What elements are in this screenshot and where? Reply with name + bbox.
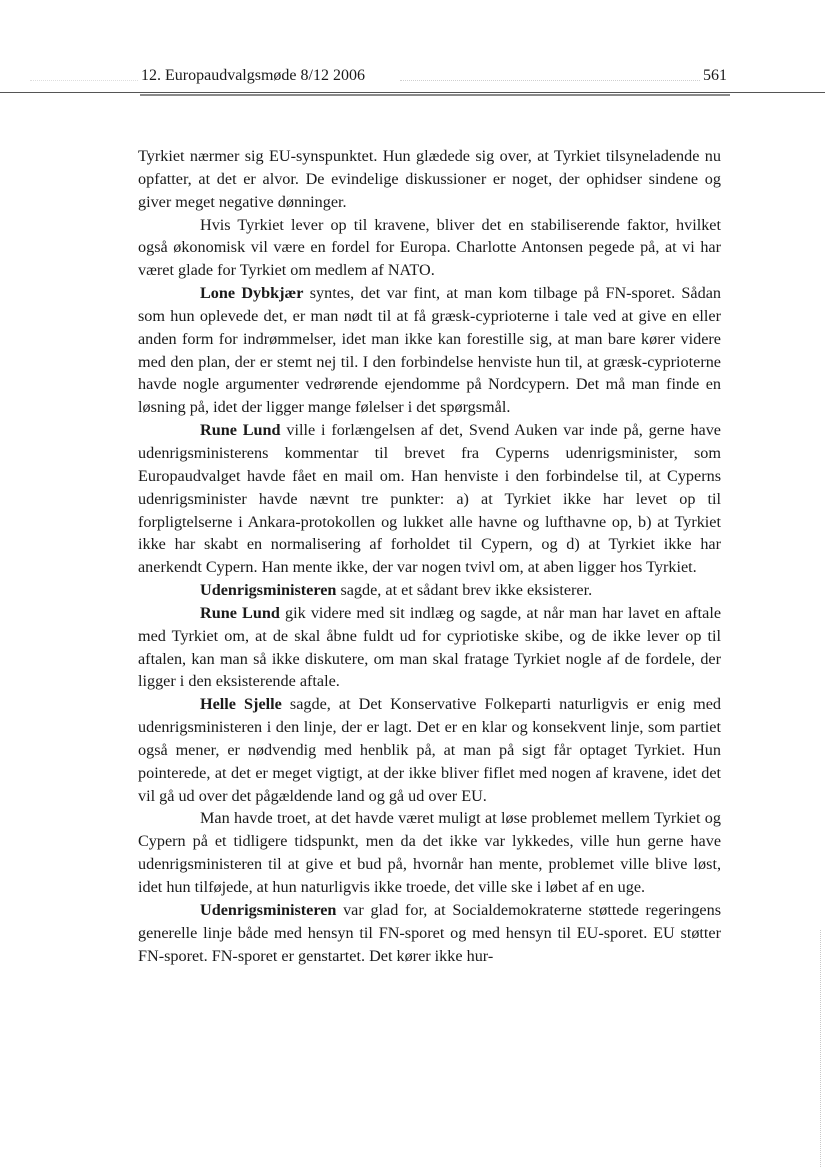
paragraph	[138, 282, 721, 419]
paragraph	[138, 579, 721, 602]
paragraph-text: var glad for, at Socialdemokraterne støttede regeringens generelle linje både med hensyn til FN-sporet og med hensyn til EU-sporet. EU støtter FN-sporet. FN-sporet er genstartet. Det kører ikke hur-	[138, 900, 721, 965]
speaker-name: Rune Lund	[200, 603, 280, 622]
speaker-name: Lone Dybkjær	[200, 284, 304, 303]
paragraph	[138, 899, 721, 968]
paragraph-text: syntes, det var fint, at man kom tilbage på FN-sporet. Sådan som hun oplevede det, er man nødt til at få græsk-cyprioterne i tale ved at give en eller anden form for indrømmelser, idet man ikke kan forestille sig, at man bare kører videre med den plan, der er stemt nej til. I den forbindelse henviste hun til, at græsk-cyprioterne havde nogle argumenter vedrørende ejendomme på Nordcypern. Det må man finde en løsning på, idet der ligger mange følelser i det spørgsmål.	[138, 284, 721, 417]
paragraph	[138, 602, 721, 693]
page-number: 561	[703, 67, 727, 84]
header-rule	[0, 92, 825, 93]
speaker-name: Udenrigsministeren	[200, 900, 337, 919]
paragraph	[138, 145, 721, 214]
paragraph-text: gik videre med sit indlæg og sagde, at når man har lavet en aftale med Tyrkiet om, at de skal åbne fuldt ud for cypriotiske skibe, og de ikke lever op til aftalen, kan man så ikke diskutere, om man skal fratage Tyrkiet nogle af de fordele, der ligger i den eksisterende aftale.	[138, 603, 721, 691]
header-dotted-leader-left	[30, 80, 138, 81]
running-title: 12. Europaudvalgsmøde 8/12 2006	[141, 67, 365, 84]
paragraph	[138, 807, 721, 898]
header-rule-bold	[140, 94, 730, 96]
paragraph-text: ville i forlængelsen af det, Svend Auken var inde på, gerne have udenrigsministerens kommentar til brevet fra Cyperns udenrigsminister, som Europaudvalget havde fået en mail om. Han henviste i den forbindelse til, at Cyperns udenrigsminister havde nævnt tre punkter: a) at Tyrkiet ikke har levet op til forpligtelserne i Ankara-protokollen og lukket alle havne og lufthavne op, b) at Tyrkiet ikke har skabt en normalisering af forholdet til Cypern, og d) at Tyrkiet ikke har anerkendt Cypern. Han mente ikke, der var nogen tvivl om, at aben ligger hos Tyrkiet.	[138, 421, 721, 577]
paragraph-text: Hvis Tyrkiet lever op til kravene, bliver det en stabiliserende faktor, hvilket også økonomisk vil være en fordel for Europa. Charlotte Antonsen pegede på, at vi har været glade for Tyrkiet om medlem af NATO.	[138, 215, 721, 280]
paragraph	[138, 214, 721, 283]
scan-edge-artifact	[820, 930, 822, 1167]
paragraph-text: sagde, at et sådant brev ikke eksisterer.	[336, 581, 593, 600]
speaker-name: Rune Lund	[200, 421, 281, 440]
paragraph-text: sagde, at Det Konservative Folkeparti naturligvis er enig med udenrigsministeren i den linje, der er lagt. Det er en klar og konsekvent linje, som partiet også mener, er nødvendig med henblik på, at man på sigt får optaget Tyrkiet. Hun pointerede, at det er meget vigtigt, at der ikke bliver fiflet med nogen af kravene, idet det vil gå ud over det pågældende land og gå ud over EU.	[138, 695, 721, 805]
page-body	[138, 145, 721, 967]
speaker-name: Helle Sjelle	[200, 695, 282, 714]
paragraph-text: Man havde troet, at det havde været muligt at løse problemet mellem Tyrkiet og Cypern på et tidligere tidspunkt, men da det ikke var lykkedes, ville hun gerne have udenrigsministeren til at give et bud på, hvornår han mente, problemet ville blive løst, idet hun tilføjede, at hun naturligvis ikke troede, det ville ske i løbet af en uge.	[138, 809, 721, 896]
header-dotted-leader	[400, 80, 700, 81]
running-header	[0, 66, 825, 88]
paragraph-text: Tyrkiet nærmer sig EU-synspunktet. Hun glædede sig over, at Tyrkiet tilsyneladende nu opfatter, at det er alvor. De evindelige diskussioner er noget, der ophidser sindene og giver meget negative dønninger.	[138, 147, 721, 211]
paragraph	[138, 693, 721, 807]
speaker-name: Udenrigsministeren	[200, 581, 337, 600]
paragraph	[138, 419, 721, 579]
